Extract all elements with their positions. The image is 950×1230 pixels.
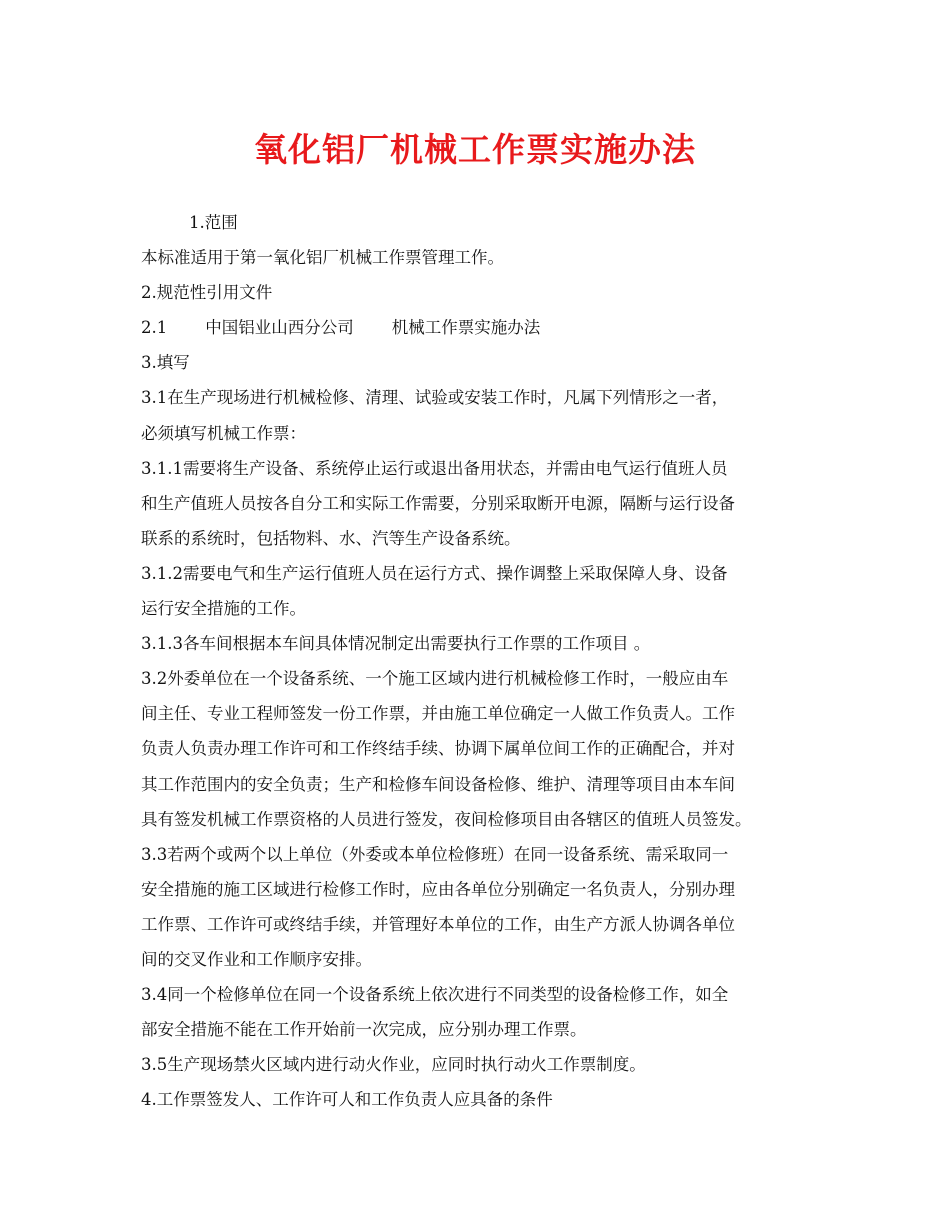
paragraph-line: 本标准适用于第一氧化铝厂机械工作票管理工作。 — [141, 248, 504, 268]
paragraph-line: 3.4同一个检修单位在同一个设备系统上依次进行不同类型的设备检修工作，如全 — [141, 985, 729, 1005]
paragraph-line: 3.5生产现场禁火区域内进行动火作业，应同时执行动火工作票制度。 — [141, 1055, 646, 1075]
paragraph-line: 运行安全措施的工作。 — [141, 599, 306, 619]
paragraph-line: 3.1.1需要将生产设备、系统停止运行或退出备用状态，并需由电气运行值班人员 — [141, 458, 728, 478]
document-body — [141, 205, 831, 1117]
reference-number: 2.1 — [141, 318, 168, 338]
document-title: 氧化铝厂机械工作票实施办法 — [254, 130, 696, 169]
paragraph-line: 间的交叉作业和工作顺序安排。 — [141, 949, 372, 969]
section-heading-references: 2.规范性引用文件 — [141, 283, 273, 303]
paragraph-line: 联系的系统时，包括物料、水、汽等生产设备系统。 — [141, 528, 521, 548]
section-heading-filling: 3.填写 — [141, 353, 190, 373]
paragraph-line: 具有签发机械工作票资格的人员进行签发，夜间检修项目由各辖区的值班人员签发。 — [141, 809, 752, 829]
section-heading-qualifications: 4.工作票签发人、工作许可人和工作负责人应具备的条件 — [141, 1090, 553, 1110]
reference-document-name: 机械工作票实施办法 — [391, 318, 541, 338]
paragraph-line: 负责人负责办理工作许可和工作终结手续、协调下属单位间工作的正确配合，并对 — [141, 739, 735, 759]
paragraph-line: 3.3若两个或两个以上单位（外委或本单位检修班）在同一设备系统、需采取同一 — [141, 844, 729, 864]
reference-line — [141, 310, 831, 345]
paragraph-line: 间主任、专业工程师签发一份工作票，并由施工单位确定一人做工作负责人。工作 — [141, 704, 735, 724]
section-heading-scope: 1.范围 — [189, 213, 238, 232]
paragraph-line: 必须填写机械工作票： — [141, 423, 306, 443]
paragraph-line: 3.2外委单位在一个设备系统、一个施工区域内进行机械检修工作时，一般应由车 — [141, 669, 729, 689]
paragraph-line: 部安全措施不能在工作开始前一次完成，应分别办理工作票。 — [141, 1020, 587, 1040]
paragraph-line: 工作票、工作许可或终结手续，并管理好本单位的工作，由生产方派人协调各单位 — [141, 914, 735, 934]
paragraph-line: 安全措施的施工区域进行检修工作时，应由各单位分别确定一名负责人，分别办理 — [141, 879, 735, 899]
paragraph-line: 3.1在生产现场进行机械检修、清理、试验或安装工作时，凡属下列情形之一者， — [141, 388, 729, 408]
paragraph-line: 3.1.2需要电气和生产运行值班人员在运行方式、操作调整上采取保障人身、设备 — [141, 563, 728, 583]
paragraph-line: 和生产值班人员按各自分工和实际工作需要，分别采取断开电源，隔断与运行设备 — [141, 493, 735, 513]
paragraph-line: 其工作范围内的安全负责；生产和检修车间设备检修、维护、清理等项目由本车间 — [141, 774, 735, 794]
reference-organization: 中国铝业山西分公司 — [205, 318, 354, 338]
paragraph-line: 3.1.3各车间根据本车间具体情况制定出需要执行工作票的工作项目 。 — [141, 634, 651, 654]
